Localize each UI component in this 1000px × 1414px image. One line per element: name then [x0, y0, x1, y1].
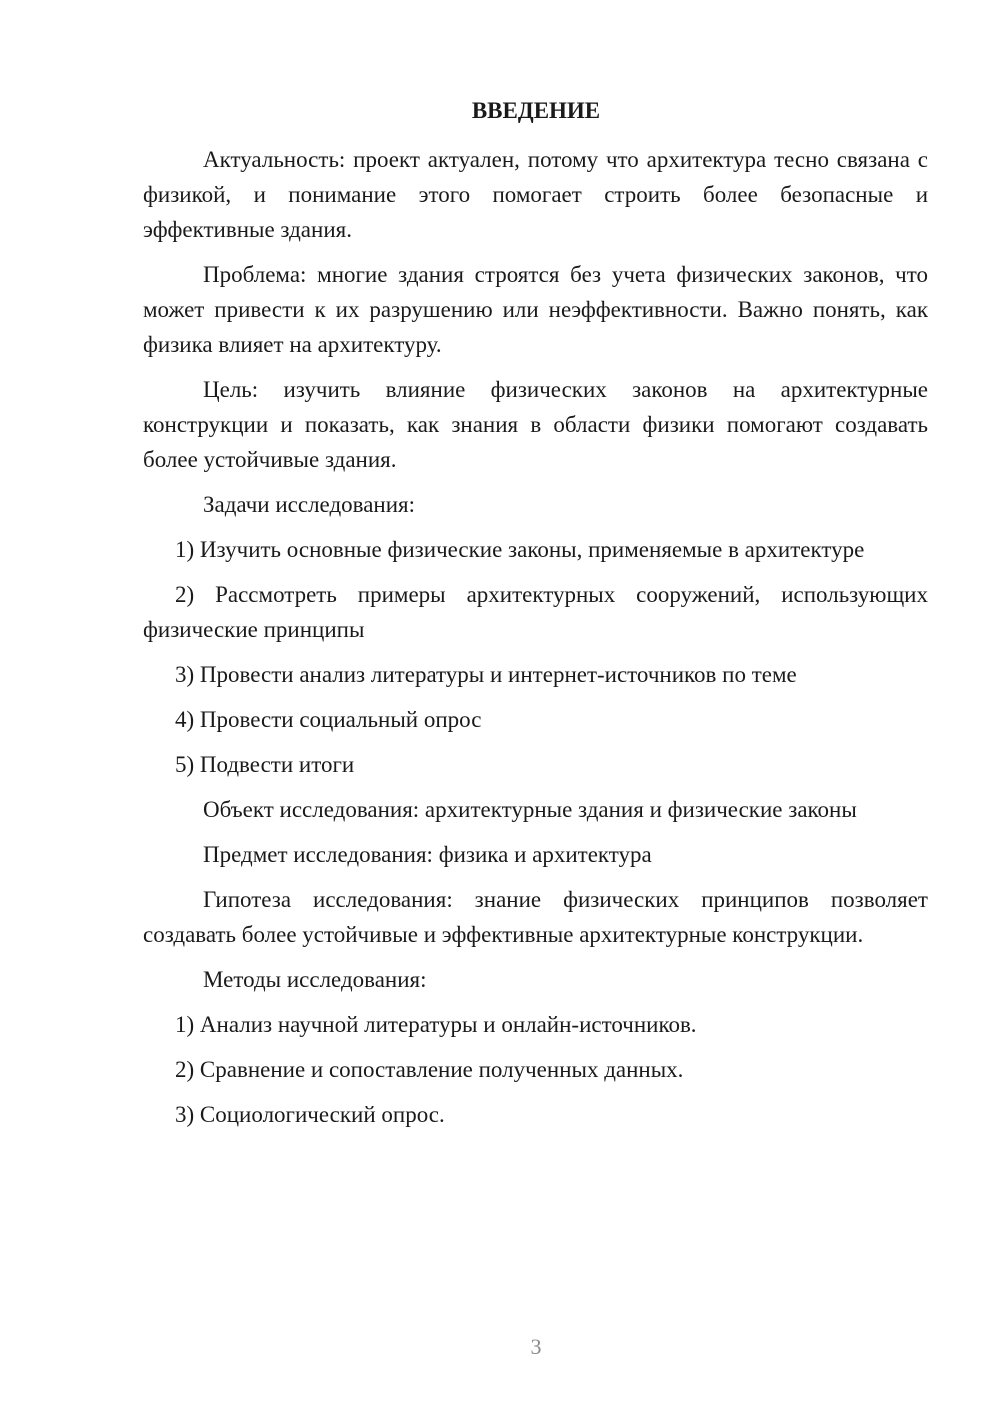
page-number: 3 [530, 1334, 542, 1359]
subject-paragraph: Предмет исследования: физика и архитектура [203, 842, 652, 867]
methods-heading: Методы исследования: [203, 967, 427, 992]
task-item: 4) Провести социальный опрос [175, 707, 482, 732]
task-item: 2) Рассмотреть примеры архитектурных сооружений, использующих физические принципы [143, 582, 928, 642]
tasks-heading: Задачи исследования: [203, 492, 416, 517]
task-item: 3) Провести анализ литературы и интернет-источников по теме [175, 662, 797, 687]
task-item: 1) Изучить основные физические законы, применяемые в архитектуре [175, 537, 865, 562]
object-paragraph: Объект исследования: архитектурные здания и физические законы [203, 797, 857, 822]
method-item: 3) Социологический опрос. [175, 1102, 445, 1127]
method-item: 1) Анализ научной литературы и онлайн-источников. [175, 1012, 697, 1037]
task-item: 5) Подвести итоги [175, 752, 355, 777]
hypothesis-paragraph: Гипотеза исследования: знание физических принципов позволяет создавать более устойчивые и эффективные архитектурные конструкции. [143, 887, 928, 947]
method-item: 2) Сравнение и сопоставление полученных данных. [175, 1057, 684, 1082]
problem-paragraph: Проблема: многие здания строятся без учета физических законов, что может привести к их разрушению или неэффективности. Важно понять, как физика влияет на архитектуру. [143, 262, 928, 357]
relevance-paragraph: Актуальность: проект актуален, потому что архитектура тесно связана с физикой, и понимание этого помогает строить более безопасные и эффективные здания. [143, 147, 928, 242]
document-body [143, 142, 928, 1142]
goal-paragraph: Цель: изучить влияние физических законов на архитектурные конструкции и показать, как знания в области физики помогают создавать более устойчивые здания. [143, 377, 928, 472]
section-title: ВВЕДЕНИЕ [471, 98, 601, 123]
